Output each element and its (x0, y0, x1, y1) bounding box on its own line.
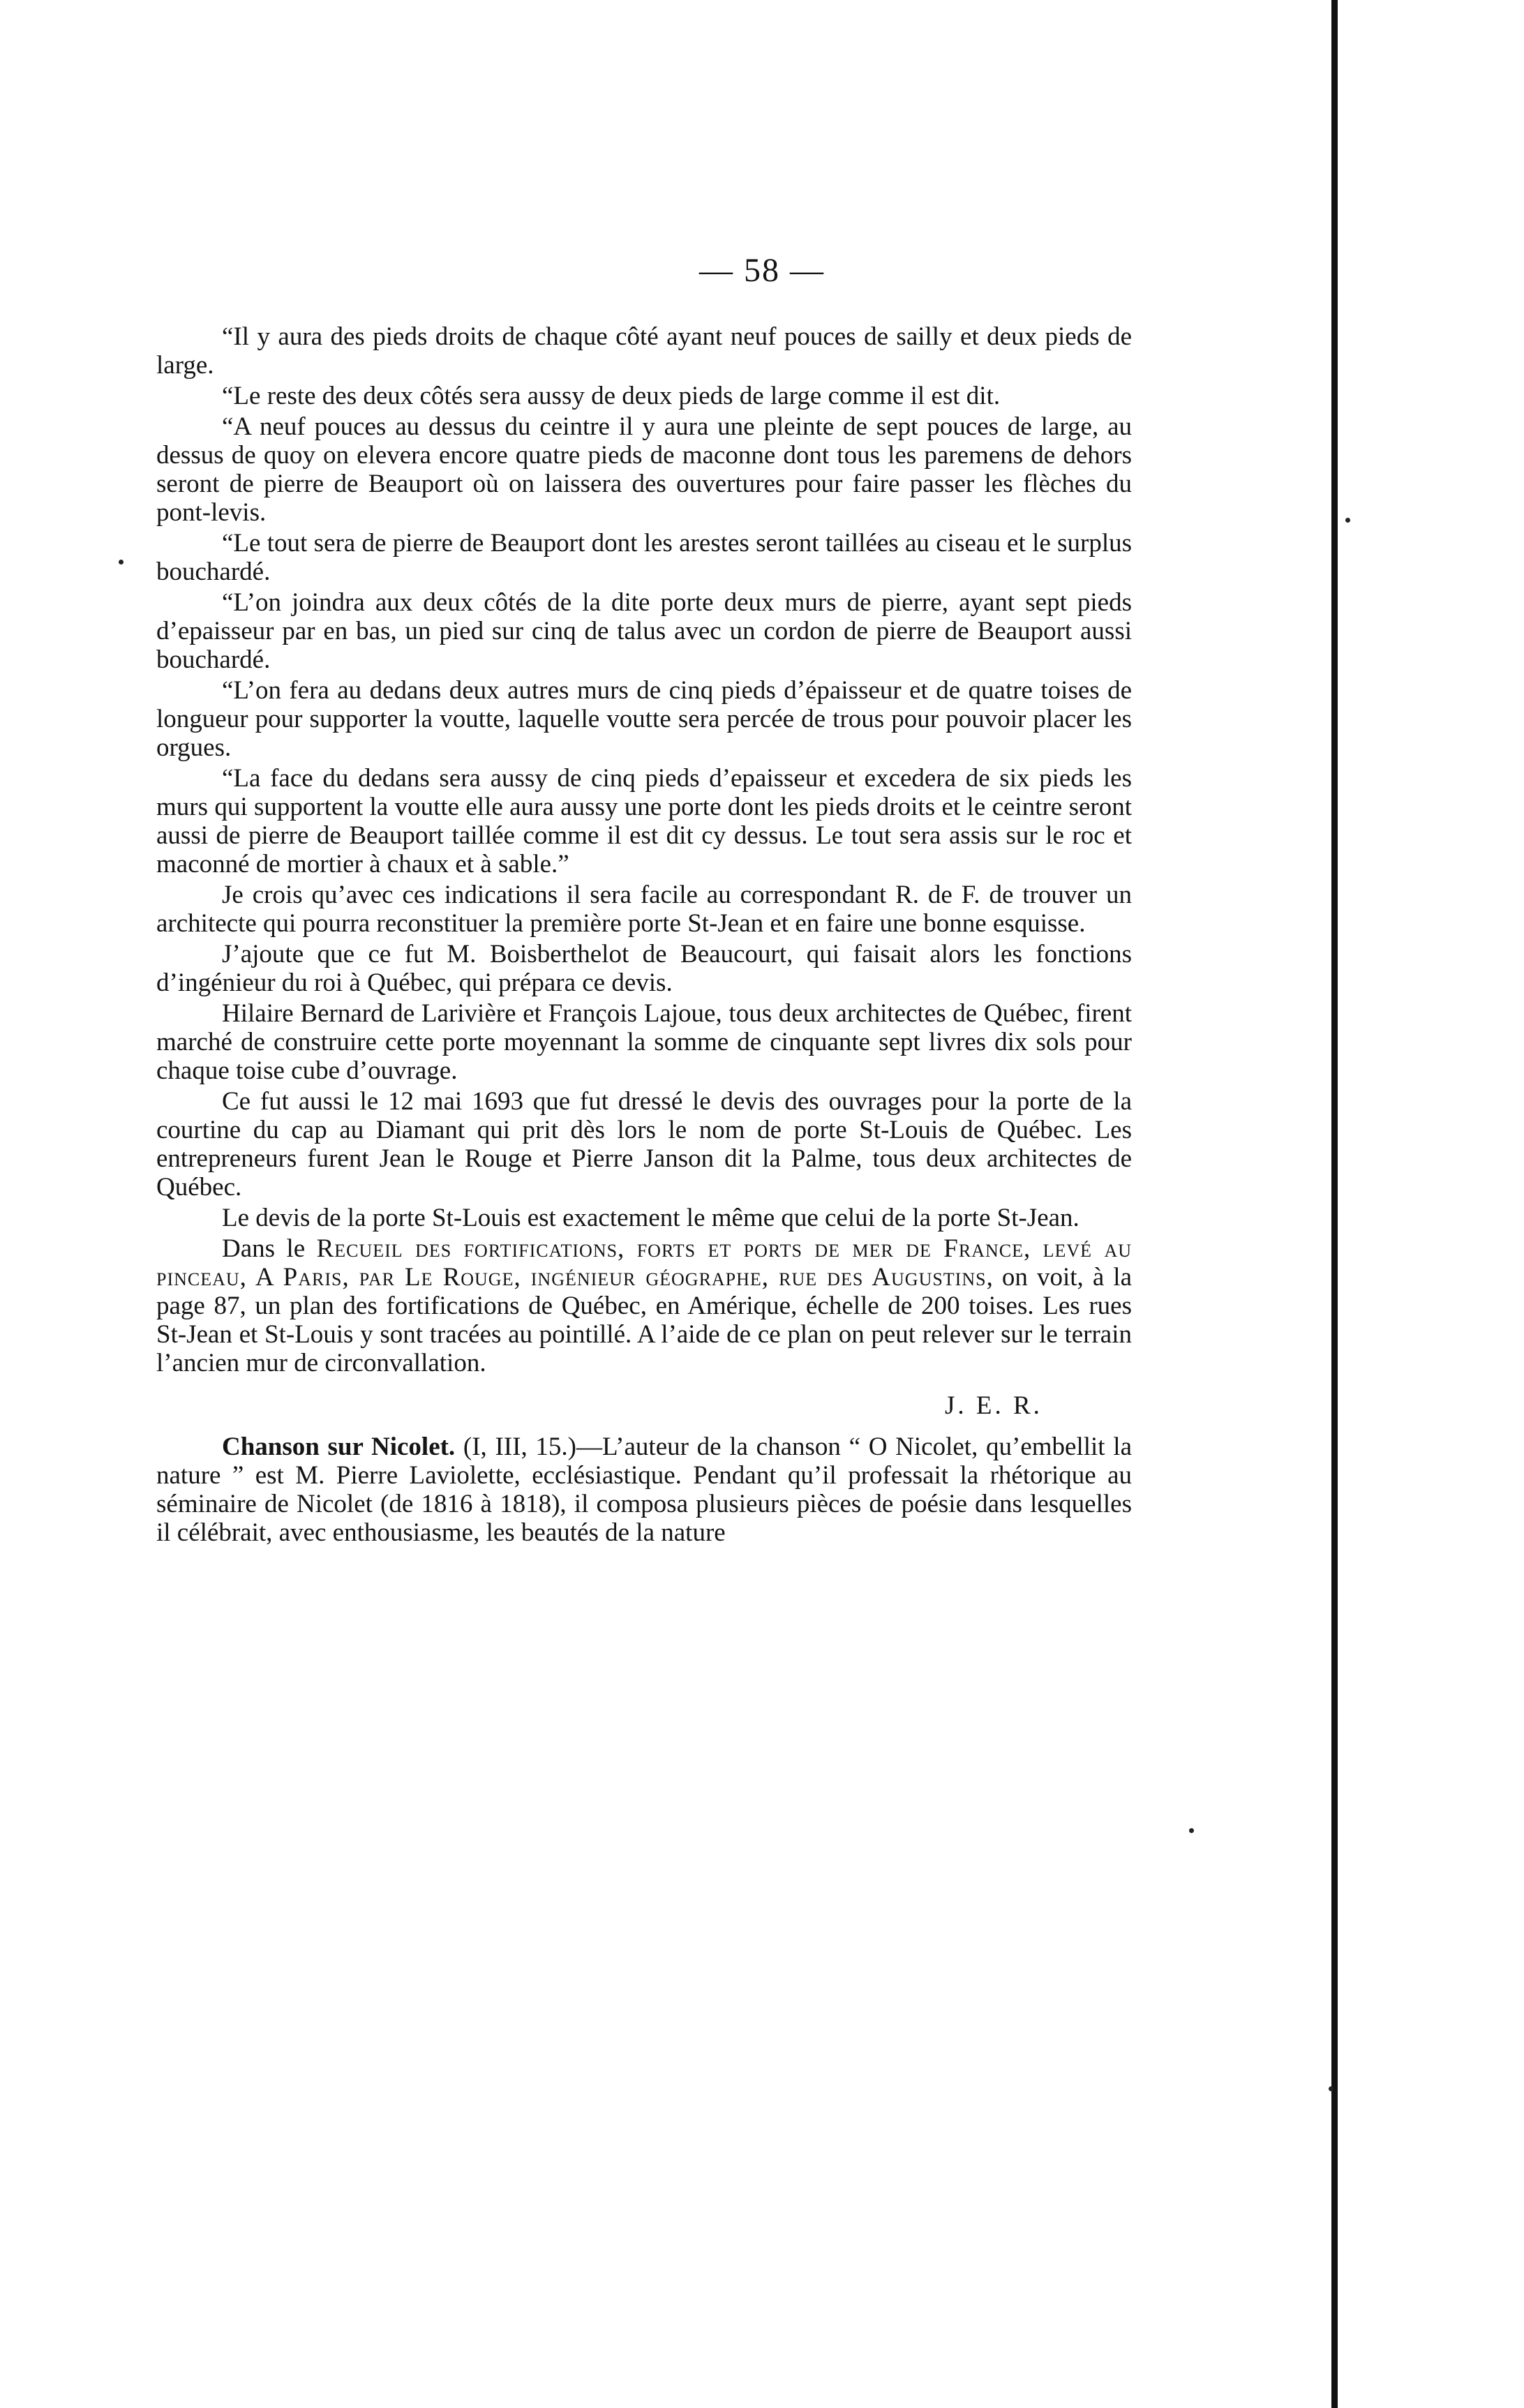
paragraph: J’ajoute que ce fut M. Boisberthelot de Beaucourt, qui faisait alors les fonctions d’ingénieur du roi à Québec, qui prépara ce devis. (156, 940, 1132, 997)
recueil-rest: , on voit, à la page 87, un plan des fortifications de Québec, en Amérique, échelle de 200 toises. Les rues St-Jean et St-Louis y sont tracées au pointillé. A l’aide de ce plan on peut relever sur le terrain l’ancien mur de circonvallation. (156, 1263, 1133, 1377)
recueil-title: Recueil des fortifications, forts et ports de mer de France, levé au pinceau, A Paris, par Le Rouge, ingénieur géographe, rue des Augustins (156, 1234, 1132, 1292)
recueil-paragraph (156, 1234, 1132, 1377)
recueil-prefix: Dans le (222, 1234, 317, 1263)
paragraph: “Le reste des deux côtés sera aussy de deux pieds de large comme il est dit. (222, 382, 1001, 410)
paragraph: “Il y aura des pieds droits de chaque côté ayant neuf pouces de sailly et deux pieds de large. (156, 322, 1132, 380)
paragraph: Je crois qu’avec ces indications il sera facile au correspondant R. de F. de trouver un architecte qui pourra reconstituer la première porte St-Jean et en faire une bonne esquisse. (156, 881, 1132, 938)
author-signature: J. E. R. (945, 1391, 1043, 1420)
paragraph: Hilaire Bernard de Larivière et François Lajoue, tous deux architectes de Québec, firent marché de construire cette porte moyennant la somme de cinquante sept livres dix sols pour chaque toise cube d’ouvrage. (156, 999, 1132, 1085)
binding-edge-rule (1331, 0, 1338, 2408)
page-number: — 58 — (699, 252, 825, 289)
margin-speck (119, 560, 124, 564)
margin-speck (1329, 2086, 1334, 2091)
paragraph: “L’on joindra aux deux côtés de la dite porte deux murs de pierre, ayant sept pieds d’epaisseur par en bas, un pied sur cinq de talus avec un cordon de pierre de Beauport aussi bouchardé. (156, 588, 1132, 674)
chanson-text: (I, III, 15.)—L’auteur de la chanson “ O Nicolet, qu’embellit la nature ” est M. Pierre Laviolette, ecclésiastique. Pendant qu’il professait la rhétorique au séminaire de Nicolet (de 1816 à 1818), il composa plusieurs pièces de poésie dans lesquelles il célébrait, avec enthousiasme, les beautés de la nature (156, 1433, 1132, 1547)
chanson-paragraph (156, 1433, 1132, 1547)
margin-speck (1189, 1828, 1194, 1833)
chanson-heading: Chanson sur Nicolet. (222, 1433, 456, 1461)
paragraph: “La face du dedans sera aussy de cinq pieds d’epaisseur et excedera de six pieds les murs qui supportent la voutte elle aura aussy une porte dont les pieds droits et le ceintre seront aussi de pierre de Beauport taillée comme il est dit cy dessus. Le tout sera assis sur le roc et maconné de mortier à chaux et à sable.” (156, 764, 1132, 878)
paragraph: Le devis de la porte St-Louis est exactement le même que celui de la porte St-Jean. (222, 1204, 1080, 1232)
article-body (156, 322, 1132, 1549)
paragraph: “Le tout sera de pierre de Beauport dont les arestes seront taillées au ciseau et le surplus bouchardé. (156, 529, 1132, 586)
paragraph: “L’on fera au dedans deux autres murs de cinq pieds d’épaisseur et de quatre toises de longueur pour supporter la voutte, laquelle voutte sera percée de trous pour pouvoir placer les orgues. (156, 676, 1132, 762)
paragraph: “A neuf pouces au dessus du ceintre il y aura une pleinte de sept pouces de large, au dessus de quoy on elevera encore quatre pieds de maconne dont tous les paremens de dehors seront de pierre de Beauport où on laissera des ouvertures pour faire passer les flèches du pont-levis. (156, 412, 1132, 527)
margin-speck (1345, 518, 1350, 523)
paragraph: Ce fut aussi le 12 mai 1693 que fut dressé le devis des ouvrages pour la porte de la courtine du cap au Diamant qui prit dès lors le nom de porte St-Louis de Québec. Les entrepreneurs furent Jean le Rouge et Pierre Janson dit la Palme, tous deux architectes de Québec. (156, 1087, 1132, 1202)
